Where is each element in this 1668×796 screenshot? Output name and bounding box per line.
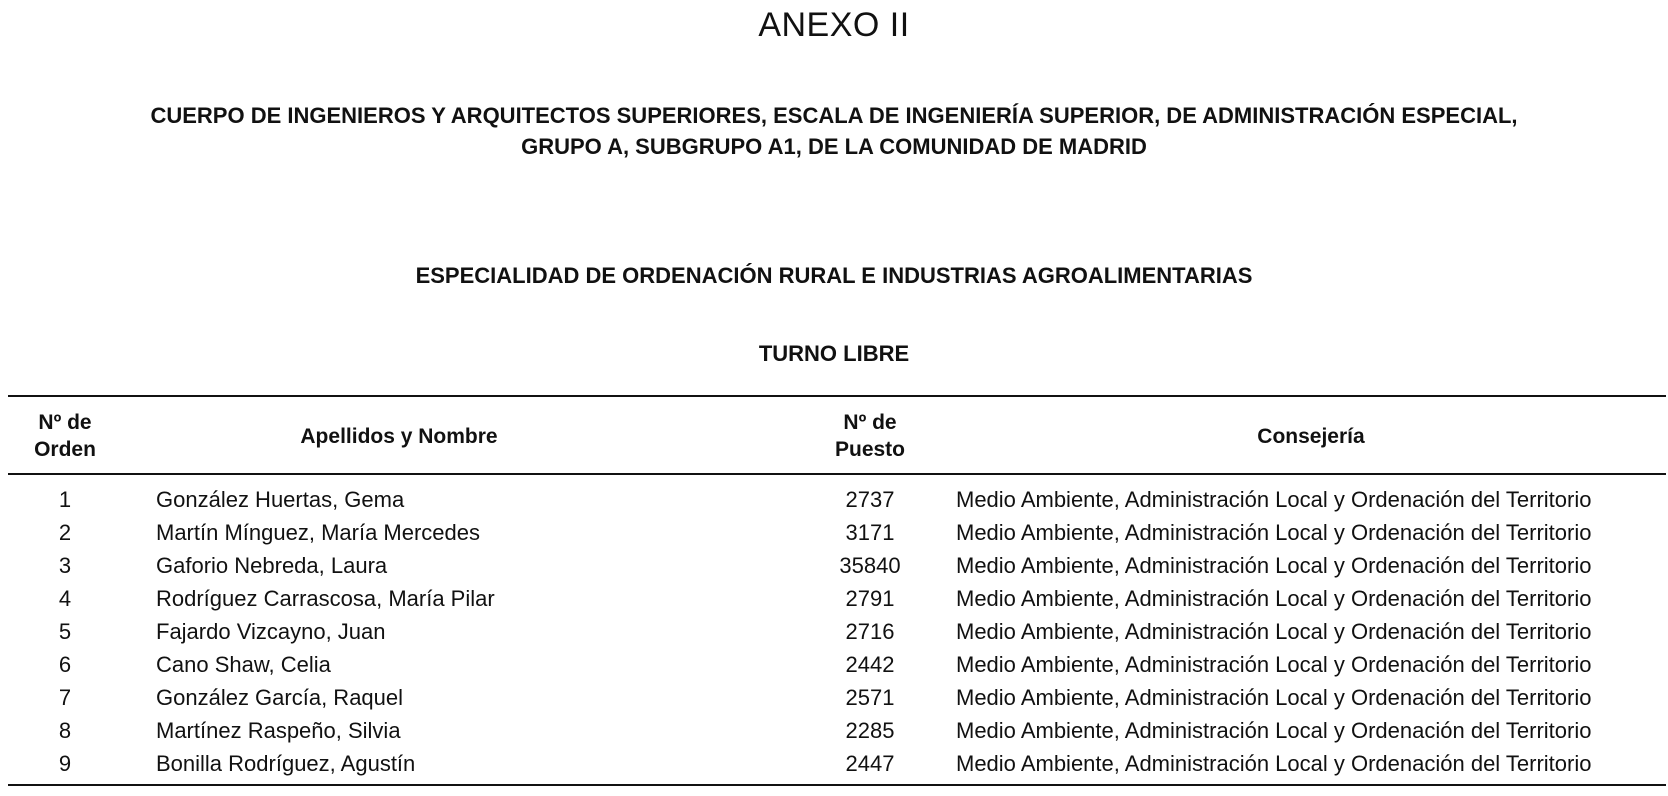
cell-post: 2716 [845, 619, 895, 644]
results-table [8, 395, 1666, 786]
cell-department: Medio Ambiente, Administración Local y Ordenación del Territorio [956, 751, 1592, 776]
cell-post: 2791 [845, 586, 895, 611]
cell-post: 2571 [845, 685, 895, 710]
table-row [8, 747, 1666, 785]
table-header [8, 396, 1666, 474]
cell-post: 2447 [845, 751, 895, 776]
cell-name: Gaforio Nebreda, Laura [156, 553, 388, 578]
table-row [8, 516, 1666, 549]
cell-order: 3 [58, 553, 72, 578]
cell-order: 1 [58, 487, 72, 512]
header-row [8, 396, 1666, 474]
cell-department: Medio Ambiente, Administración Local y Ordenación del Territorio [956, 652, 1592, 677]
cell-order: 5 [58, 619, 72, 644]
table-row [8, 582, 1666, 615]
cell-department: Medio Ambiente, Administración Local y Ordenación del Territorio [956, 586, 1592, 611]
cell-order: 6 [58, 652, 72, 677]
cell-order: 7 [58, 685, 72, 710]
cell-name: Rodríguez Carrascosa, María Pilar [156, 586, 495, 611]
header-order [8, 396, 122, 474]
cell-order: 9 [58, 751, 72, 776]
cell-department: Medio Ambiente, Administración Local y Ordenación del Territorio [956, 685, 1592, 710]
cell-name: Bonilla Rodríguez, Agustín [156, 751, 416, 776]
header-order-line-1: Nº de [38, 411, 92, 434]
table-row [8, 615, 1666, 648]
header-order-line-2: Orden [34, 438, 96, 461]
cell-name: González Huertas, Gema [156, 487, 405, 512]
header-post-line-1: Nº de [843, 411, 897, 434]
cell-department: Medio Ambiente, Administración Local y Ordenación del Territorio [956, 553, 1592, 578]
cell-name: Cano Shaw, Celia [156, 652, 331, 677]
specialty-heading: ESPECIALIDAD DE ORDENACIÓN RURAL E INDUSTRIAS AGROALIMENTARIAS [415, 263, 1253, 288]
body-heading [0, 100, 1668, 162]
body-heading-line-1: CUERPO DE INGENIEROS Y ARQUITECTOS SUPERIORES, ESCALA DE INGENIERÍA SUPERIOR, DE ADMINISTRACIÓN ESPECIAL, [150, 103, 1518, 128]
cell-post: 2737 [845, 487, 895, 512]
table-row [8, 714, 1666, 747]
header-post-line-2: Puesto [834, 438, 905, 461]
turno-heading: TURNO LIBRE [758, 341, 910, 366]
cell-department: Medio Ambiente, Administración Local y Ordenación del Territorio [956, 718, 1592, 743]
cell-order: 4 [58, 586, 72, 611]
annex-title: ANEXO II [758, 6, 910, 44]
cell-department: Medio Ambiente, Administración Local y Ordenación del Territorio [956, 619, 1592, 644]
header-department: Consejería [944, 396, 1666, 474]
cell-name: Fajardo Vizcayno, Juan [156, 619, 386, 644]
table-body [8, 474, 1666, 785]
cell-post: 2285 [845, 718, 895, 743]
cell-post: 35840 [839, 553, 901, 578]
body-heading-line-2: GRUPO A, SUBGRUPO A1, DE LA COMUNIDAD DE MADRID [521, 134, 1147, 159]
header-name: Apellidos y Nombre [122, 396, 796, 474]
cell-post: 3171 [845, 520, 895, 545]
cell-department: Medio Ambiente, Administración Local y Ordenación del Territorio [956, 520, 1592, 545]
header-post [796, 396, 944, 474]
cell-order: 2 [58, 520, 72, 545]
table-row [8, 549, 1666, 582]
cell-name: Martín Mínguez, María Mercedes [156, 520, 481, 545]
table-row [8, 681, 1666, 714]
cell-order: 8 [58, 718, 72, 743]
cell-name: Martínez Raspeño, Silvia [156, 718, 401, 743]
table-row [8, 474, 1666, 516]
table-row [8, 648, 1666, 681]
cell-department: Medio Ambiente, Administración Local y Ordenación del Territorio [956, 487, 1592, 512]
cell-post: 2442 [845, 652, 895, 677]
cell-name: González García, Raquel [156, 685, 404, 710]
